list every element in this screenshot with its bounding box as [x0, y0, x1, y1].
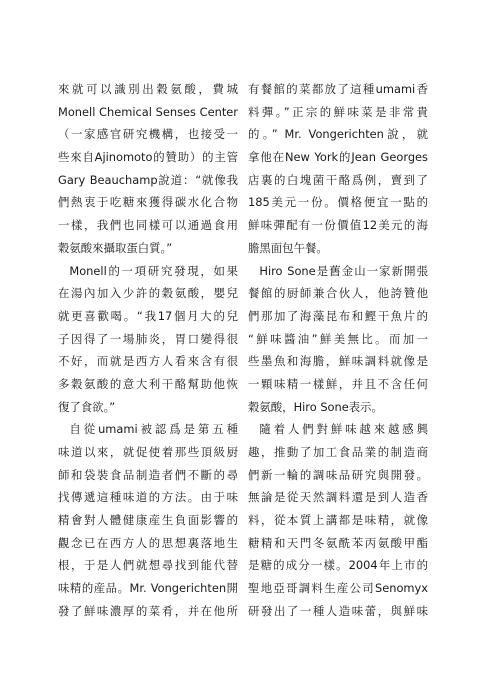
- text-line: 些墨魚和海膽，鮮味調料就像是: [248, 354, 428, 369]
- text-line: 們熱衷于吃糖來獲得碳水化合物: [58, 195, 238, 210]
- text-line: 在湯內加入少許的穀氨酸，嬰兒: [58, 286, 238, 301]
- text-line: 料彈。”正宗的鮮味菜是非常貴: [248, 104, 428, 119]
- text-line: 餐館的厨師兼合伙人，他誇贊他: [248, 286, 428, 301]
- text-line: 子因得了一場肺炎，胃口變得很: [58, 331, 238, 346]
- text-line: 們那加了海藻昆布和鰹干魚片的: [248, 308, 428, 323]
- right-text-column: [248, 78, 428, 623]
- text-line: 找傳遞這種味道的方法。由于味: [58, 490, 238, 505]
- text-line: 味精的産品。Mr. Vongerichten開: [58, 581, 238, 596]
- text-line: 膽黑面包午餐。: [248, 240, 328, 255]
- text-line: 糖精和天門冬氨酰苯丙氨酸甲酯: [248, 535, 428, 550]
- text-line: Hiro Sone是舊金山一家新開張: [259, 263, 428, 278]
- text-line: 味道以來，就促使着那些頂級厨: [58, 445, 238, 459]
- text-line: 聖地亞哥調料生産公司Senomyx: [248, 581, 428, 596]
- text-line: （一家感官研究機構，也接受一: [58, 127, 238, 142]
- text-line: 隨着人們對鮮味越來越感興: [259, 422, 428, 437]
- text-line: 無論是從天然調料還是到人造香: [248, 490, 428, 505]
- text-line: 來就可以識別出穀氨酸，費城: [58, 82, 238, 96]
- text-line: 趣，推動了加工食品業的制造商: [248, 445, 428, 459]
- text-line: 拿他在New York的Jean Georges: [248, 150, 428, 165]
- text-line: 發了鮮味濃厚的菜肴，并在他所: [58, 603, 238, 618]
- text-line: 根，于是人們就想尋找到能代替: [58, 558, 238, 573]
- text-line: 自從umami被認爲是第五種: [69, 422, 238, 437]
- text-line: 多穀氨酸的意大利干酪幫助他恢: [58, 376, 238, 391]
- text-line: 觀念已在西方人的思想裏落地生: [58, 535, 238, 550]
- text-line: “鮮味醬油”鮮美無比。而加一: [248, 331, 428, 346]
- text-line: 是糖的成分一樣。2004年上市的: [248, 558, 428, 573]
- text-line: Monell Chemical Senses Center: [58, 104, 238, 119]
- text-line: 研發出了一種人造味蕾，與鮮味: [248, 603, 428, 618]
- text-line: 穀氨酸，Hiro Sone表示。: [248, 399, 383, 414]
- text-line: 一顆味精一樣鮮，并且不含任何: [248, 376, 428, 391]
- text-line: 185美元一份。價格便宜一點的: [248, 195, 428, 210]
- text-line: 復了食欲。”: [58, 399, 116, 414]
- text-line: 精會對人體健康産生負面影響的: [58, 513, 238, 528]
- text-line: 的。” Mr. Vongerichten說，就: [248, 127, 428, 142]
- text-line: 不好，而就是西方人看來含有很: [58, 354, 238, 369]
- text-line: 們新一輪的調味品研究與開發。: [248, 467, 428, 482]
- left-text-column: [58, 78, 238, 623]
- text-line: 一樣，我們也同樣可以通過食用: [58, 218, 238, 233]
- text-line: Monell的一項研究發現，如果: [69, 263, 238, 278]
- text-line: 就更喜歡喝。“我17個月大的兒: [58, 308, 238, 323]
- text-line: 師和袋裝食品制造者們不斷的尋: [58, 467, 238, 482]
- text-line: 有餐館的菜都放了這種umami香: [248, 82, 428, 96]
- text-line: 穀氨酸來攝取蛋白質。”: [58, 240, 173, 255]
- text-line: 鮮味彈配有一份價值12美元的海: [248, 218, 428, 233]
- text-line: Gary Beauchamp說道：“就像我: [58, 172, 238, 187]
- text-line: 店裏的白塊菌干酪爲例，賣到了: [248, 172, 428, 187]
- text-line: 料，從本質上講都是味精，就像: [248, 513, 428, 528]
- text-line: 些來自Ajinomoto的贊助）的主管: [58, 150, 238, 165]
